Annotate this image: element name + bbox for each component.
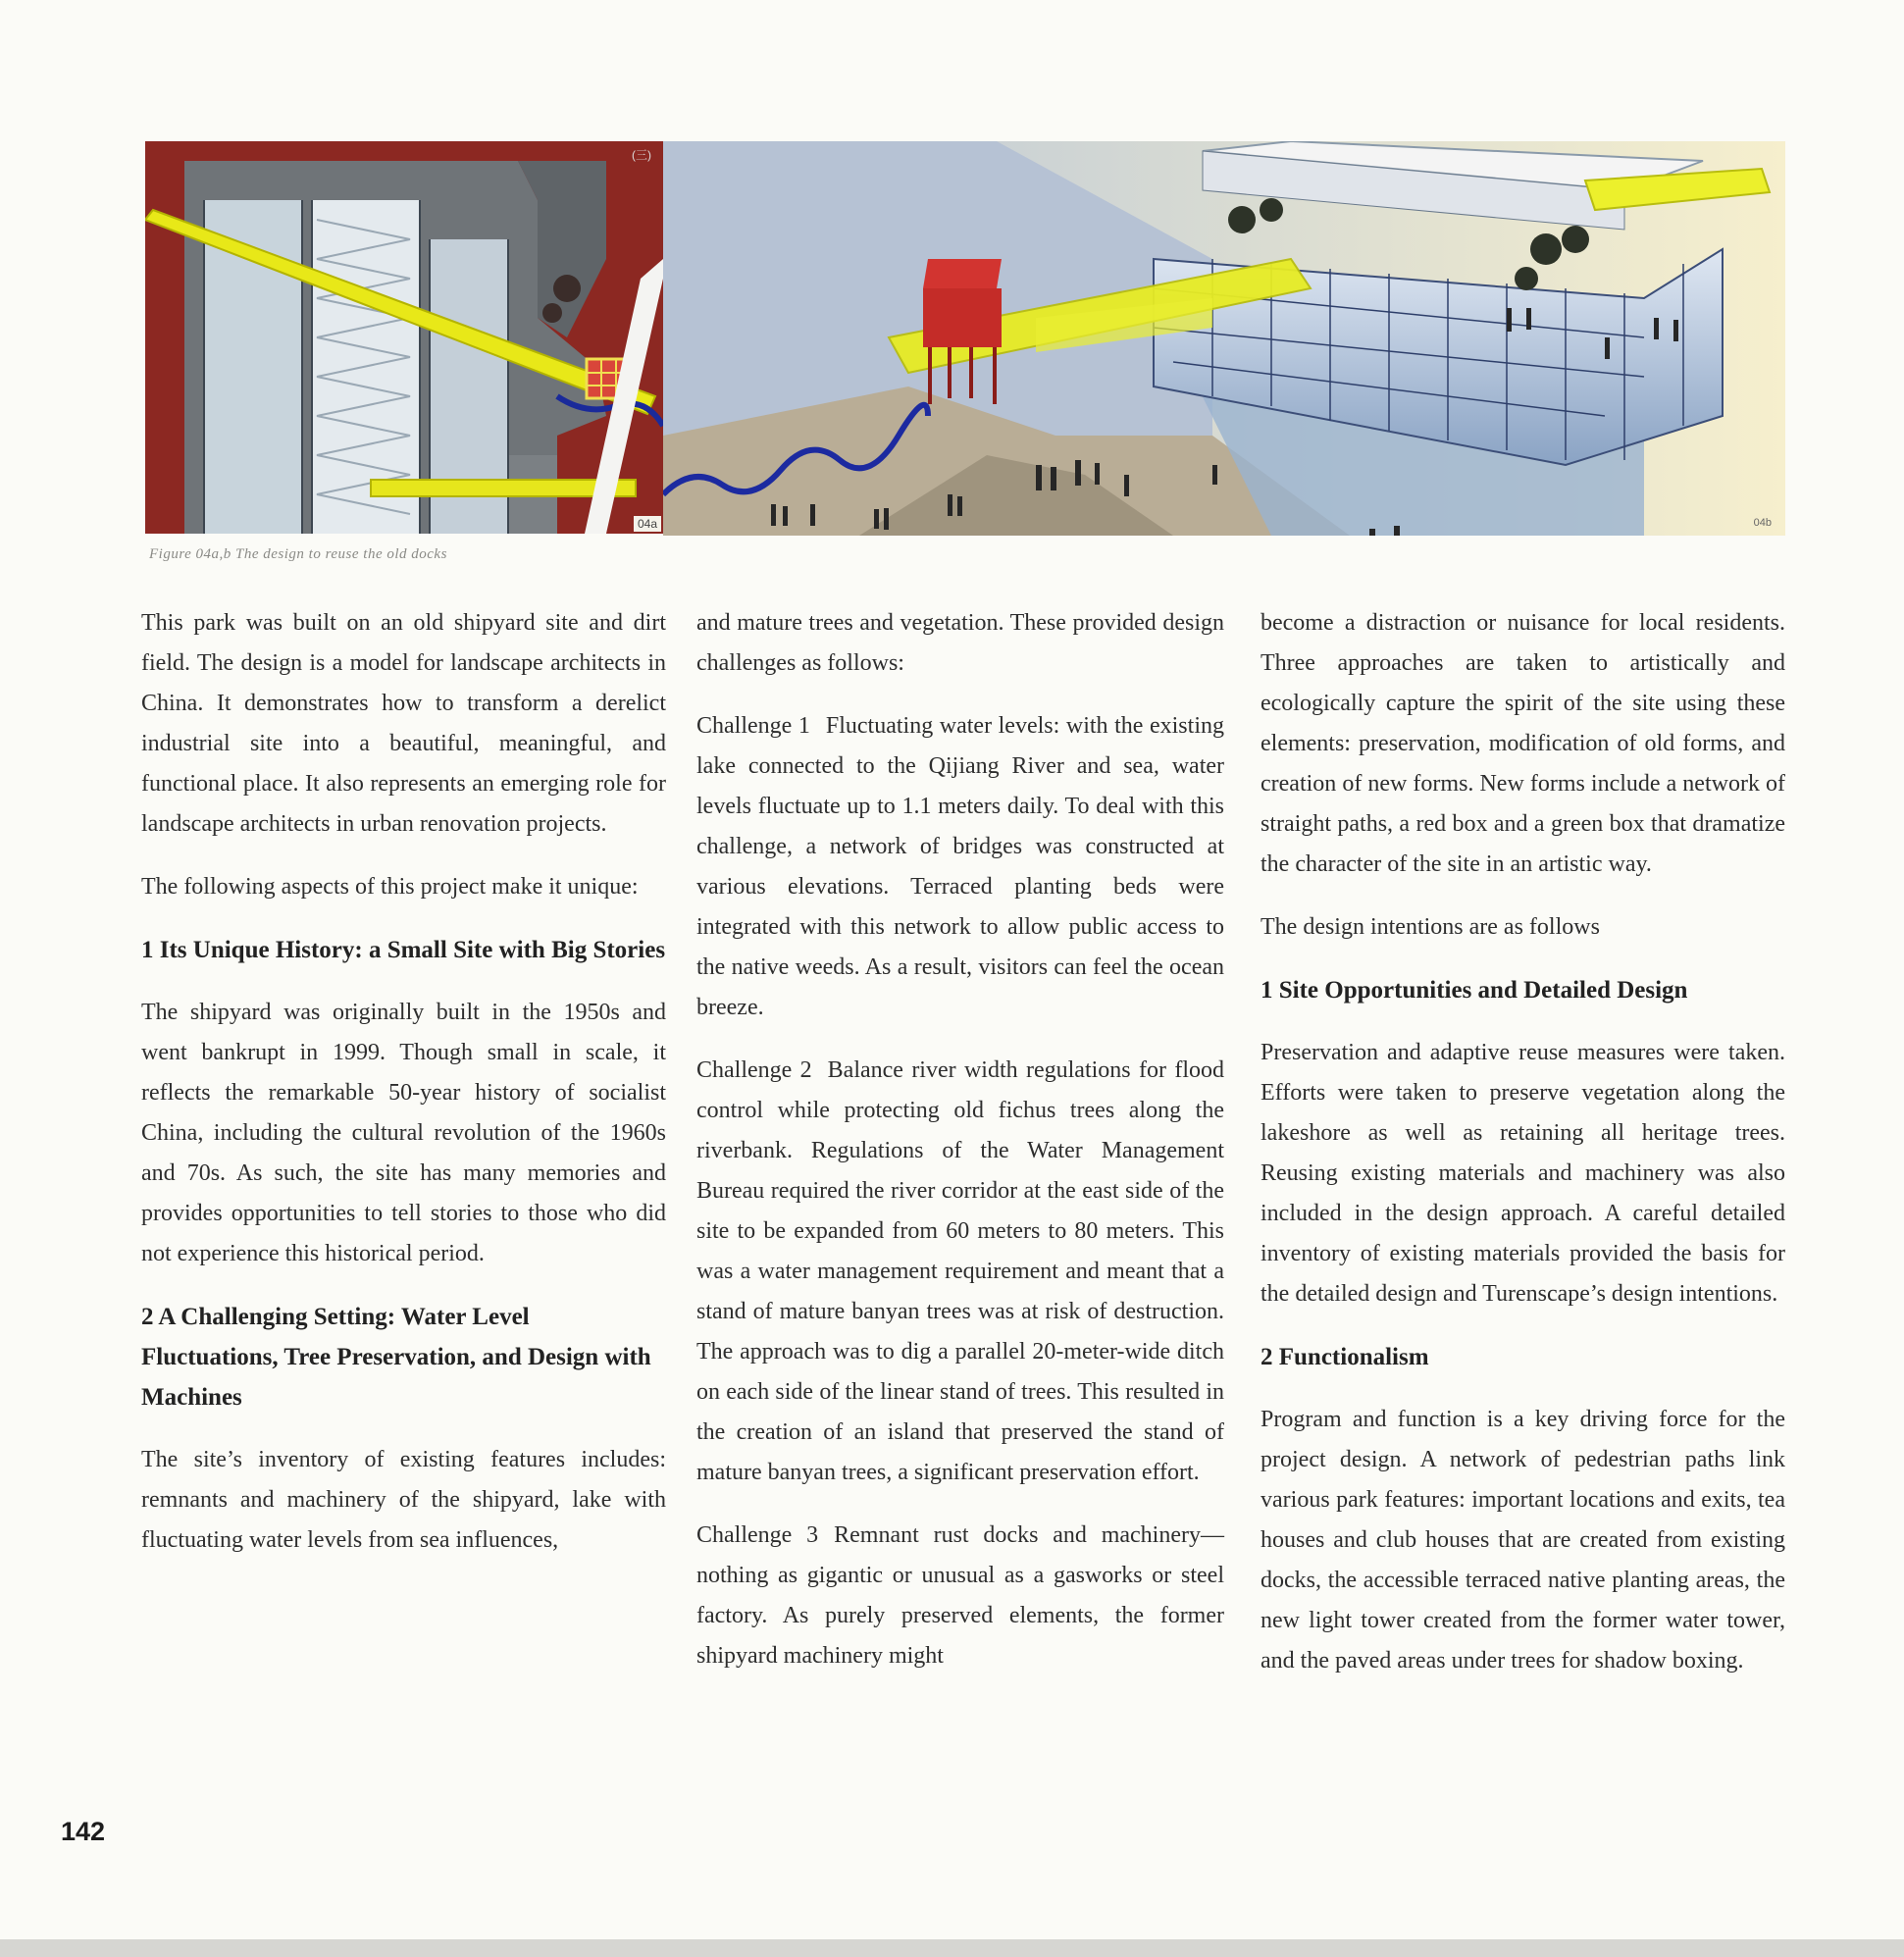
section-heading: 1 Site Opportunities and Detailed Design: [1261, 977, 1688, 1004]
text-column-1: [141, 603, 666, 1583]
challenge-label: Challenge 2: [696, 1057, 812, 1083]
text-column-2: [696, 603, 1224, 1699]
challenge-label: Challenge 1: [696, 713, 810, 739]
paragraph: become a distraction or nuisance for local residents. Three approaches are taken to artistically and ecologically capture the spirit of the site using these elements: preservation, modification of old forms, and creation of new forms. New forms include a network of straight paths, a red box and a green box that dramatize the character of the site in an artistic way.: [1261, 610, 1785, 877]
challenge-text: Fluctuating water levels: with the existing lake connected to the Qijiang River and sea, water levels fluctuate up to 1.1 meters daily. To deal with this challenge, a network of bridges was constructed at various elevations. Terraced planting beds were integrated with this network to allow public access to the native weeds. As a result, visitors can feel the ocean breeze.: [696, 713, 1224, 1020]
page-edge: [0, 1939, 1904, 1957]
paragraph: This park was built on an old shipyard site and dirt field. The design is a model for landscape architects in China. It demonstrates how to transform a derelict industrial site into a beautiful, meaningful, and functional place. It also represents an emerging role for landscape architects in urban renovation projects.: [141, 610, 666, 837]
challenge-1-paragraph: [696, 706, 1224, 1028]
section-heading: 2 A Challenging Setting: Water Level Fluctuations, Tree Preservation, and Design with Machines: [141, 1304, 651, 1411]
text-column-3: [1261, 603, 1785, 1704]
paragraph: The following aspects of this project make it unique:: [141, 874, 639, 900]
figure-mark: (三): [632, 148, 651, 162]
paragraph: The shipyard was originally built in the 1950s and went bankrupt in 1999. Though small in scale, it reflects the remarkable 50-year history of socialist China, including the cultural revolution of the 1960s and 70s. As such, the site has many memories and provides opportunities to tell stories to those who did not experience this historical period.: [141, 1000, 666, 1266]
figure-04b-perspective-image: [663, 141, 1785, 536]
paragraph: The site’s inventory of existing features includes: remnants and machinery of the shipyard, lake with fluctuating water levels from sea influences,: [141, 1447, 666, 1553]
figure-04a-plan-image: [145, 141, 663, 534]
challenge-text: Remnant rust docks and machinery—nothing as gigantic or unusual as a gasworks or steel factory. As purely preserved elements, the former shipyard machinery might: [696, 1522, 1224, 1669]
page-number: 142: [61, 1817, 106, 1846]
section-heading: 1 Its Unique History: a Small Site with Big Stories: [141, 937, 666, 963]
figure-04a-tag: 04a: [634, 516, 661, 532]
figure-caption: Figure 04a,b The design to reuse the old docks: [149, 546, 447, 562]
figure-04b-tag: 04b: [1753, 517, 1772, 529]
challenge-label: Challenge 3: [696, 1522, 819, 1548]
paragraph: Program and function is a key driving force for the project design. A network of pedestrian paths link various park features: important locations and exits, tea houses and club houses that are created from existing docks, the accessible terraced native planting areas, the new light tower created from the former water tower, and the paved areas under trees for shadow boxing.: [1261, 1407, 1785, 1674]
challenge-text: Balance river width regulations for flood control while protecting old fichus trees along the riverbank. Regulations of the Water Management Bureau required the river corridor at the east side of the site to be expanded from 60 meters to 80 meters. This was a water management requirement and meant that a stand of mature banyan trees was at risk of destruction. The approach was to dig a parallel 20-meter-wide ditch on each side of the linear stand of trees. This resulted in the creation of an island that preserved the stand of mature banyan trees, a significant preservation effort.: [696, 1057, 1224, 1485]
challenge-3-paragraph: [696, 1516, 1224, 1676]
paragraph: The design intentions are as follows: [1261, 914, 1600, 940]
paragraph: and mature trees and vegetation. These provided design challenges as follows:: [696, 610, 1224, 676]
section-heading: 2 Functionalism: [1261, 1344, 1429, 1370]
paragraph: Preservation and adaptive reuse measures were taken. Efforts were taken to preserve vegetation along the lakeshore as well as retaining all heritage trees. Reusing existing materials and machinery was also included in the design approach. A careful detailed inventory of existing materials provided the basis for the detailed design and Turenscape’s design intentions.: [1261, 1040, 1785, 1307]
challenge-2-paragraph: [696, 1051, 1224, 1493]
